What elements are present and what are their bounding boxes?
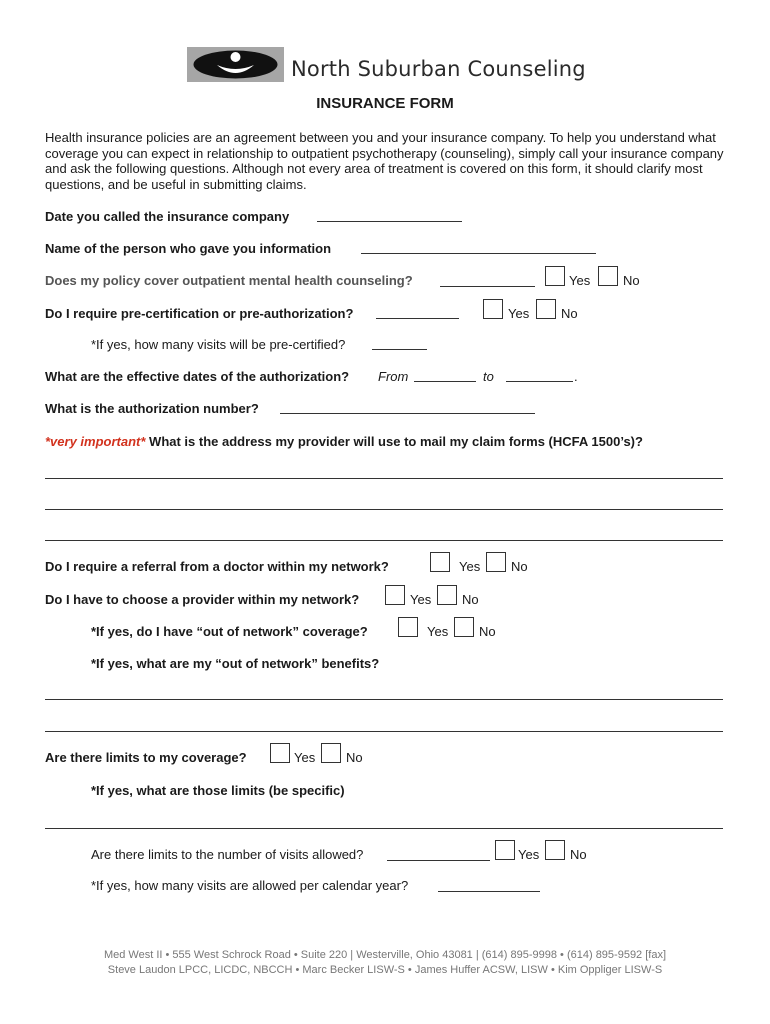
auth-number-label: What is the authorization number? xyxy=(45,401,259,416)
very-important-label: *very important* xyxy=(45,434,146,449)
out-of-network-yes-label: Yes xyxy=(427,624,449,639)
visits-per-year-field[interactable] xyxy=(438,891,540,892)
limits-specific-line[interactable] xyxy=(45,828,723,829)
name-person-field[interactable] xyxy=(361,253,596,254)
visit-limits-field[interactable] xyxy=(387,860,490,861)
intro-paragraph: Health insurance policies are an agreement between you and your insurance company. To help you understand what coverage you can expect in relationship to outpatient psychotherapy (counseling), simply call your insurance company and ask the following questions. Although not every area of treatment is covered on this form, it should clarify most questions, and be useful in submitting claims. xyxy=(45,130,724,192)
precert-visits-label: *If yes, how many visits will be pre-certified? xyxy=(91,337,346,352)
visit-limits-label: Are there limits to the number of visits allowed? xyxy=(91,847,364,862)
mail-address-line-2[interactable] xyxy=(45,509,723,510)
choose-provider-no-checkbox[interactable] xyxy=(437,585,457,605)
mail-address-label: What is the address my provider will use to mail my claim forms (HCFA 1500’s)? xyxy=(149,434,643,449)
name-person-label: Name of the person who gave you information xyxy=(45,241,332,256)
precert-visits-field[interactable] xyxy=(372,349,427,350)
choose-provider-label: Do I have to choose a provider within my network? xyxy=(45,592,360,607)
effective-dates-label: What are the effective dates of the authorization? xyxy=(45,369,350,384)
precert-no-label: No xyxy=(561,306,578,321)
choose-provider-yes-checkbox[interactable] xyxy=(385,585,405,605)
limits-yes-checkbox[interactable] xyxy=(270,743,290,763)
referral-no-checkbox[interactable] xyxy=(486,552,506,572)
from-label: From xyxy=(378,369,409,384)
referral-yes-checkbox[interactable] xyxy=(430,552,450,572)
mail-address-line-3[interactable] xyxy=(45,540,723,541)
date-called-label: Date you called the insurance company xyxy=(45,209,290,224)
period-mark: . xyxy=(574,369,578,384)
visit-limits-yes-label: Yes xyxy=(518,847,540,862)
limits-specific-label: *If yes, what are those limits (be specific) xyxy=(91,783,345,798)
logo xyxy=(187,47,284,82)
out-of-network-no-label: No xyxy=(479,624,496,639)
visits-per-year-label: *If yes, how many visits are allowed per calendar year? xyxy=(91,878,409,893)
precert-yes-label: Yes xyxy=(508,306,530,321)
eye-logo-icon xyxy=(187,47,284,82)
footer-address: Med West II • 555 West Schrock Road • Suite 220 | Westerville, Ohio 43081 | (614) 895-9998 • (614) 895-9592 [fax] xyxy=(103,949,667,961)
precert-field[interactable] xyxy=(376,318,459,319)
to-label: to xyxy=(483,369,494,384)
visit-limits-no-checkbox[interactable] xyxy=(545,840,565,860)
precert-label: Do I require pre-certification or pre-authorization? xyxy=(45,306,354,321)
policy-cover-label: Does my policy cover outpatient mental health counseling? xyxy=(45,273,413,288)
limits-label: Are there limits to my coverage? xyxy=(45,750,247,765)
limits-no-label: No xyxy=(346,750,363,765)
policy-cover-yes-checkbox[interactable] xyxy=(545,266,565,286)
policy-cover-no-label: No xyxy=(623,273,640,288)
mail-address-question xyxy=(45,434,643,449)
form-title: INSURANCE FORM xyxy=(316,95,454,112)
auth-number-field[interactable] xyxy=(280,413,535,414)
choose-provider-no-label: No xyxy=(462,592,479,607)
policy-cover-field[interactable] xyxy=(440,286,535,287)
to-date-field[interactable] xyxy=(506,381,573,382)
policy-cover-no-checkbox[interactable] xyxy=(598,266,618,286)
out-of-network-label: *If yes, do I have “out of network” coverage? xyxy=(91,624,368,639)
mail-address-line-1[interactable] xyxy=(45,478,723,479)
brand-name: North Suburban Counseling xyxy=(291,57,586,81)
policy-cover-yes-label: Yes xyxy=(569,273,591,288)
out-of-network-yes-checkbox[interactable] xyxy=(398,617,418,637)
oon-benefits-line-2[interactable] xyxy=(45,731,723,732)
limits-yes-label: Yes xyxy=(294,750,316,765)
oon-benefits-line-1[interactable] xyxy=(45,699,723,700)
precert-yes-checkbox[interactable] xyxy=(483,299,503,319)
visit-limits-yes-checkbox[interactable] xyxy=(495,840,515,860)
referral-yes-label: Yes xyxy=(459,559,481,574)
limits-no-checkbox[interactable] xyxy=(321,743,341,763)
oon-benefits-label: *If yes, what are my “out of network” benefits? xyxy=(91,656,380,671)
date-called-field[interactable] xyxy=(317,221,462,222)
visit-limits-no-label: No xyxy=(570,847,587,862)
choose-provider-yes-label: Yes xyxy=(410,592,432,607)
out-of-network-no-checkbox[interactable] xyxy=(454,617,474,637)
footer-staff: Steve Laudon LPCC, LICDC, NBCCH • Marc Becker LISW-S • James Huffer ACSW, LISW • Kim Oppliger LISW-S xyxy=(107,964,663,976)
from-date-field[interactable] xyxy=(414,381,476,382)
referral-no-label: No xyxy=(511,559,528,574)
precert-no-checkbox[interactable] xyxy=(536,299,556,319)
referral-label: Do I require a referral from a doctor within my network? xyxy=(45,559,389,574)
